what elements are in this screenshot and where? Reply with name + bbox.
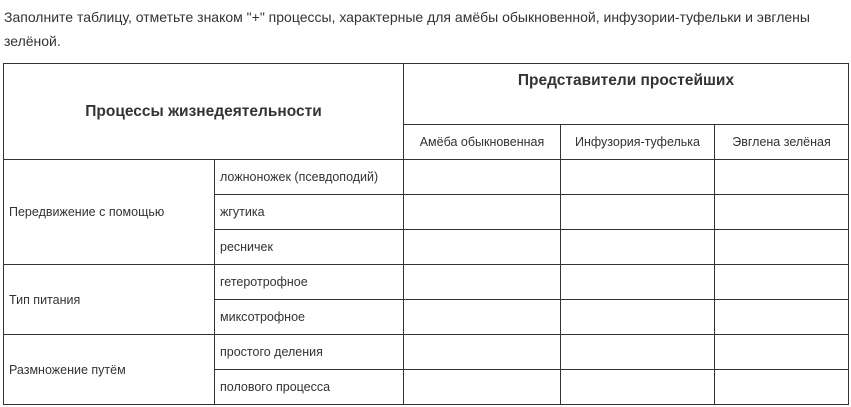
column-header-euglena: Эвглена зелёная: [715, 125, 849, 160]
processes-header: Процессы жизнедеятельности: [4, 64, 404, 160]
item-label: ложноножек (псевдоподий): [215, 160, 404, 195]
answer-cell[interactable]: [561, 300, 715, 335]
answer-cell[interactable]: [715, 160, 849, 195]
representatives-header: Представители простейших: [404, 64, 849, 125]
item-label: простого деления: [215, 335, 404, 370]
answer-cell[interactable]: [561, 160, 715, 195]
answer-cell[interactable]: [404, 265, 561, 300]
answer-cell[interactable]: [561, 230, 715, 265]
column-header-amoeba: Амёба обыкновенная: [404, 125, 561, 160]
answer-cell[interactable]: [404, 335, 561, 370]
table-row: [4, 160, 849, 195]
answer-cell[interactable]: [561, 265, 715, 300]
answer-cell[interactable]: [715, 370, 849, 405]
table-row: [4, 265, 849, 300]
answer-cell[interactable]: [715, 265, 849, 300]
answer-cell[interactable]: [715, 335, 849, 370]
column-header-paramecium: Инфузория-туфелька: [561, 125, 715, 160]
item-label: полового процесса: [215, 370, 404, 405]
table-header-row: [4, 64, 849, 125]
item-label: гетеротрофное: [215, 265, 404, 300]
answer-cell[interactable]: [561, 370, 715, 405]
answer-cell[interactable]: [404, 160, 561, 195]
group-label-nutrition: Тип питания: [4, 265, 215, 335]
answer-cell[interactable]: [404, 195, 561, 230]
answer-cell[interactable]: [715, 230, 849, 265]
answer-cell[interactable]: [561, 195, 715, 230]
protists-table: [3, 63, 849, 405]
item-label: ресничек: [215, 230, 404, 265]
answer-cell[interactable]: [715, 195, 849, 230]
item-label: миксотрофное: [215, 300, 404, 335]
answer-cell[interactable]: [404, 370, 561, 405]
answer-cell[interactable]: [561, 335, 715, 370]
table-row: [4, 335, 849, 370]
answer-cell[interactable]: [404, 230, 561, 265]
group-label-reproduction: Размножение путём: [4, 335, 215, 405]
answer-cell[interactable]: [404, 300, 561, 335]
task-instruction: Заполните таблицу, отметьте знаком "+" процессы, характерные для амёбы обыкновенной, инфузории-туфельки и эвглены зелёной.: [4, 9, 810, 49]
group-label-locomotion: Передвижение с помощью: [4, 160, 215, 265]
answer-cell[interactable]: [715, 300, 849, 335]
item-label: жгутика: [215, 195, 404, 230]
